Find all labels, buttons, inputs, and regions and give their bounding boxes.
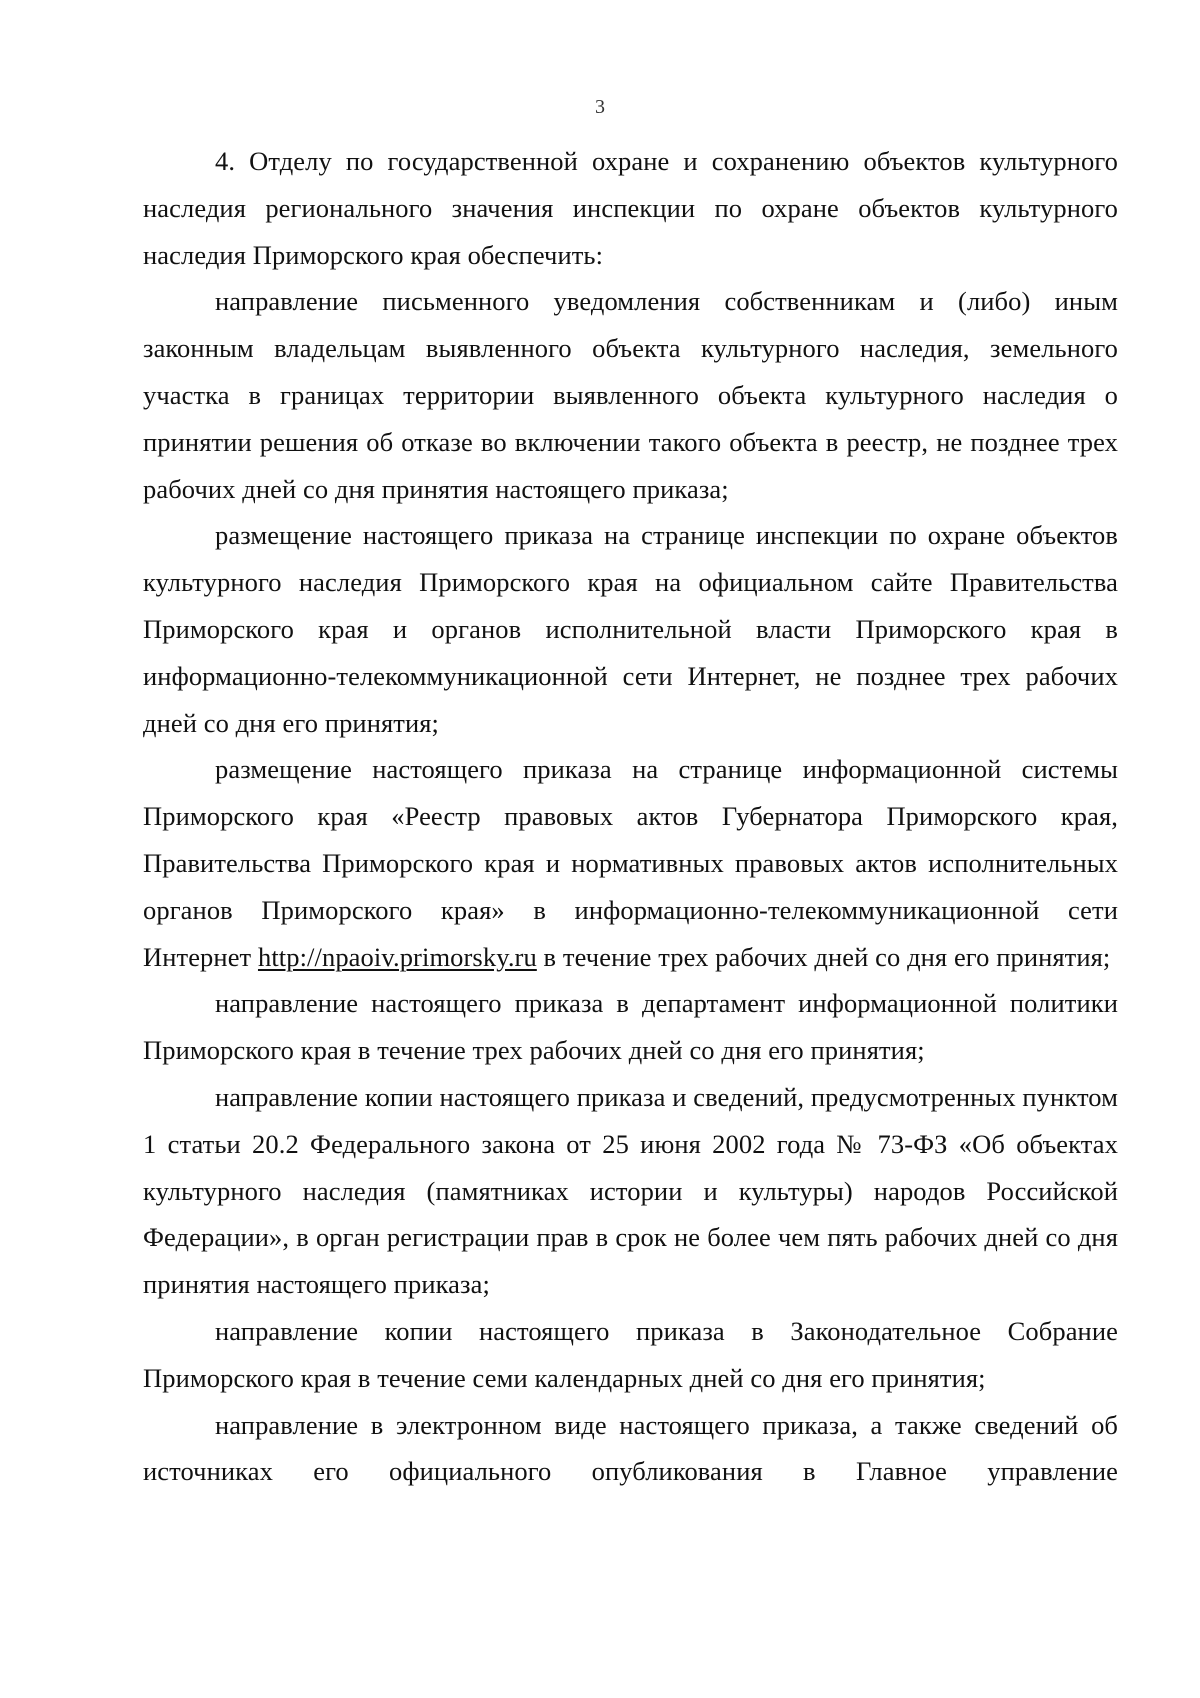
registry-text-before-link: размещение настоящего приказа на странице информационной системы Приморского края «Реестр правовых актов Губернатора Приморского края, Правительства Приморского края и нормативных правовых актов исполнительных органов Приморского края» в информационно-телекоммуникационной сети Интернет <box>143 754 1118 972</box>
paragraph-legislative-assembly: направление копии настоящего приказа в Законодательное Собрание Приморского края в течение семи календарных дней со дня его принятия; <box>143 1315 1118 1393</box>
paragraph-info-policy-department: направление настоящего приказа в департамент информационной политики Приморского края в течение трех рабочих дней со дня его принятия; <box>143 988 1118 1066</box>
registry-text-after-link: в течение трех рабочих дней со дня его принятия; <box>536 941 1111 972</box>
paragraph-electronic-submission: направление в электронном виде настоящего приказа, а также сведений об источниках его официального опубликования в Главное управление <box>143 1409 1118 1487</box>
document-body <box>143 138 1118 1495</box>
paragraph-owner-notification: направление письменного уведомления собственникам и (либо) иным законным владельцам выявленного объекта культурного наследия, земельного участка в границах территории выявленного объекта культурного наследия о принятии решения об отказе во включении такого объекта в реестр, не позднее трех рабочих дней со дня принятия настоящего приказа; <box>143 286 1118 504</box>
paragraph-website-publication: размещение настоящего приказа на странице инспекции по охране объектов культурного наследия Приморского края на официальном сайте Правительства Приморского края и органов исполнительной власти Приморского края в информационно-телекоммуникационной сети Интернет, не позднее трех рабочих дней со дня его принятия; <box>143 520 1118 738</box>
paragraph-item-4-intro: 4. Отделу по государственной охране и сохранению объектов культурного наследия регионального значения инспекции по охране объектов культурного наследия Приморского края обеспечить: <box>143 146 1118 270</box>
paragraph-registry-publication <box>143 746 1118 980</box>
page-number: 3 <box>595 96 605 118</box>
paragraph-rights-registration: направление копии настоящего приказа и сведений, предусмотренных пунктом 1 статьи 20.2 Федерального закона от 25 июня 2002 года № 73-ФЗ «Об объектах культурного наследия (памятниках истории и культуры) народов Российской Федерации», в орган регистрации прав в срок не более чем пять рабочих дней со дня принятия настоящего приказа; <box>143 1081 1118 1300</box>
registry-link[interactable]: http://npaoiv.primorsky.ru <box>257 941 537 972</box>
